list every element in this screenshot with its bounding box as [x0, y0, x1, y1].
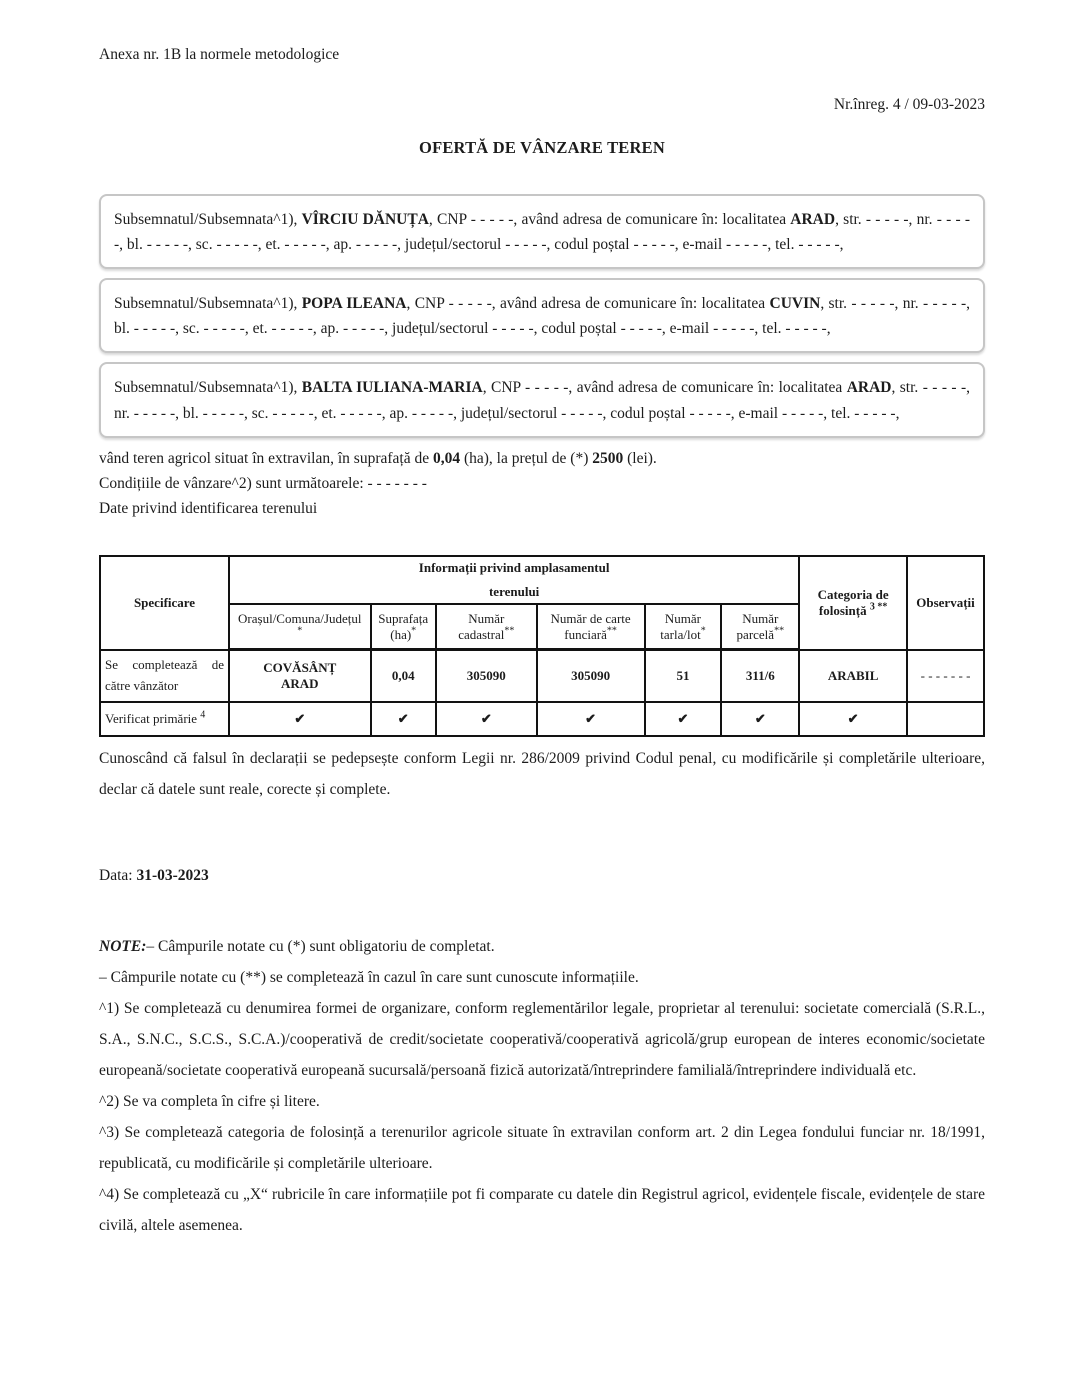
sale-mid: (ha), la prețul de (*)	[460, 449, 593, 467]
seller-box-1	[99, 194, 985, 269]
parcela-line1: Număr	[742, 610, 779, 626]
footnote-1: ^1) Se completează cu denumirea formei de organizare, conform reglementărilor legale, proprietar al terenului: societate comercială (S.R.L., S.A., S.N.C., S.C.S., S.C.A.)/cooperativă de credit/societate cooperativă/cooperativă agricolă/grup european de interes economic/societate europeană/societate cooperativă europeană sucursală/persoană fizică autorizată/întreprindere familială/întreprindere individuală etc.	[99, 999, 985, 1079]
check-tarla: ✔	[645, 702, 722, 736]
registration-number: Nr.înreg. 4 / 09-03-2023	[833, 96, 985, 113]
sale-block	[99, 446, 985, 521]
cell-city-line1: COVĂSÂNȚ	[263, 660, 337, 676]
sale-pre-area: vând teren agricol situat în extravilan, în suprafață de	[99, 449, 433, 467]
check-city: ✔	[229, 702, 370, 736]
seller-1-locality: ARAD	[790, 211, 836, 228]
col-header-specificare: Specificare	[100, 556, 229, 650]
tarla-footnote-mark: *	[700, 625, 706, 637]
cell-categoria: ARABIL	[799, 650, 907, 702]
col-header-observatii: Observații	[907, 556, 984, 650]
notes-section	[99, 931, 985, 1241]
categoria-footnote-mark: 3 **	[869, 601, 888, 613]
seller-3-address: , str. - - - - -, nr. - - - - -, bl. - - - - -, sc. - - - - -, et. - - - - -, ap. - - - - -, județul/sectorul - - - - -, codul poștal - - - - -, e-mail - - - - -, tel. - - - - -,	[114, 379, 970, 422]
date-label: Data:	[99, 866, 137, 884]
seller-2-paragraph	[114, 291, 970, 341]
seller-2-address: , str. - - - - -, nr. - - - - -, bl. - - - - -, sc. - - - - -, et. - - - - -, ap. - - - - -, județul/sectorul - - - - -, codul poștal - - - - -, e-mail - - - - -, tel. - - - - -,	[114, 295, 970, 338]
verify-row-label	[100, 702, 229, 736]
seller-row-label: Se completează de către vânzător	[100, 650, 229, 702]
check-categoria: ✔	[799, 702, 907, 736]
categoria-line2: folosință	[818, 602, 867, 618]
seller-1-cnp-text: , CNP - - - - -, având adresa de comunicare în: localitatea	[428, 211, 791, 228]
seller-3-name: BALTA IULIANA-MARIA	[301, 379, 483, 397]
cadastral-line2: cadastral	[458, 626, 505, 642]
sale-post: (lei).	[623, 449, 657, 467]
annex-label: Anexa nr. 1B la normele metodologice	[99, 46, 340, 63]
footnote-4: ^4) Se completează cu „X“ rubricile în care informațiile pot fi comparate cu datele din Registrul agricol, evidențele fiscale, evidențele de stare civilă, altele asemenea.	[99, 1185, 985, 1234]
table-header-row-1	[100, 556, 984, 604]
col-header-suprafata	[371, 604, 436, 650]
parcela-footnote-mark: **	[774, 625, 785, 637]
land-identification-table	[99, 555, 985, 737]
footnote-2: ^2) Se va completa în cifre și litere.	[99, 1092, 320, 1110]
cell-cadastral: 305090	[436, 650, 537, 702]
cadastral-line1: Număr	[468, 610, 505, 626]
tarla-line2: tarla/lot	[660, 626, 701, 642]
carte-funciara-footnote-mark: **	[606, 625, 617, 637]
tarla-line1: Număr	[664, 610, 702, 626]
cell-city-line2: ARAD	[281, 676, 319, 692]
seller-box-2	[99, 278, 985, 353]
suprafata-line1: Suprafața	[378, 610, 429, 626]
cell-observatii: - - - - - - -	[907, 650, 984, 702]
check-cadastral: ✔	[436, 702, 537, 736]
document-title: OFERTĂ DE VÂNZARE TEREN	[419, 138, 665, 157]
group-header-line2: terenului	[488, 583, 540, 599]
sale-price-value: 2500	[592, 449, 624, 467]
cell-area: 0,04	[371, 650, 436, 702]
verify-row	[100, 702, 984, 736]
declaration-paragraph: Cunoscând că falsul în declarații se pedepsește conform Legii nr. 286/2009 privind Codul penal, cu modificările și completările ulterioare, declar că datele sunt reale, corecte și complete.	[99, 749, 985, 798]
seller-3-cnp-text: , CNP - - - - -, având adresa de comunicare în: localitatea	[482, 379, 847, 397]
date-value: 31-03-2023	[136, 866, 209, 884]
verify-label-text: Verificat primărie	[105, 710, 198, 726]
check-observatii-empty	[907, 702, 984, 736]
cell-parcela: 311/6	[721, 650, 799, 702]
suprafata-footnote-mark: *	[411, 625, 417, 637]
footnote-3: ^3) Se completează categoria de folosință a terenurilor agricole situate în extravilan conform art. 2 din Legea fondului funciar nr. 18/1991, republicată, cu modificările și completările ulterioare.	[99, 1123, 985, 1172]
seller-1-address: , str. - - - - -, nr. - - - - -, bl. - - - - -, sc. - - - - -, et. - - - - -, ap. - - - - -, județul/sectorul - - - - -, codul poștal - - - - -, e-mail - - - - -, tel. - - - - -,	[114, 211, 970, 254]
col-header-categoria	[799, 556, 907, 650]
note-label: NOTE:	[99, 937, 147, 955]
seller-box-3	[99, 362, 985, 437]
seller-3-paragraph	[114, 375, 970, 425]
col-header-oras	[229, 604, 370, 650]
seller-2-locality: CUVIN	[769, 295, 821, 313]
note-line-2: – Câmpurile notate cu (**) se completează în cazul în care sunt cunoscute informațiile.	[99, 968, 639, 986]
group-header-line1: Informații privind amplasamentul	[418, 559, 610, 575]
sale-conditions: Condițiile de vânzare^2) sunt următoarele: - - - - - - -	[99, 474, 427, 492]
check-area: ✔	[371, 702, 436, 736]
seller-3-locality: ARAD	[846, 379, 892, 397]
seller-1-name: VÎRCIU DĂNUȚA	[301, 211, 429, 228]
sale-summary	[99, 446, 985, 471]
cell-tarla: 51	[645, 650, 722, 702]
seller-1-paragraph	[114, 207, 970, 257]
seller-2-intro: Subsemnatul/Subsemnata^1),	[114, 295, 302, 313]
seller-data-row	[100, 650, 984, 702]
sale-area-value: 0,04	[432, 449, 461, 467]
seller-3-intro: Subsemnatul/Subsemnata^1),	[114, 379, 302, 397]
land-id-heading: Date privind identificarea terenului	[99, 499, 318, 517]
note-1-text: – Câmpurile notate cu (*) sunt obligatoriu de completat.	[146, 937, 495, 955]
parcela-line2: parcelă	[736, 626, 775, 642]
check-parcela: ✔	[721, 702, 799, 736]
col-group-header-amplasament	[229, 556, 799, 604]
oras-footnote-mark: *	[297, 625, 303, 637]
seller-1-intro: Subsemnatul/Subsemnata^1),	[114, 211, 302, 228]
cadastral-footnote-mark: **	[504, 625, 515, 637]
verify-footnote-mark: 4	[200, 709, 206, 721]
categoria-line1: Categoria de	[817, 586, 889, 602]
carte-funciara-line2: funciară	[564, 626, 607, 642]
seller-2-name: POPA ILEANA	[301, 295, 407, 313]
note-line-1	[99, 931, 985, 962]
date-line	[99, 867, 985, 885]
seller-2-cnp-text: , CNP - - - - -, având adresa de comunicare în: localitatea	[406, 295, 770, 313]
oras-line1: Orașul/Comuna/Județul	[238, 610, 362, 626]
cell-carte-funciara: 305090	[537, 650, 645, 702]
col-header-tarla	[645, 604, 722, 650]
col-header-parcela	[721, 604, 799, 650]
col-header-cadastral	[436, 604, 537, 650]
carte-funciara-line1: Număr de carte	[550, 610, 631, 626]
suprafata-line2: (ha)	[390, 626, 412, 642]
cell-city	[229, 650, 370, 702]
check-carte-funciara: ✔	[537, 702, 645, 736]
col-header-carte-funciara	[537, 604, 645, 650]
